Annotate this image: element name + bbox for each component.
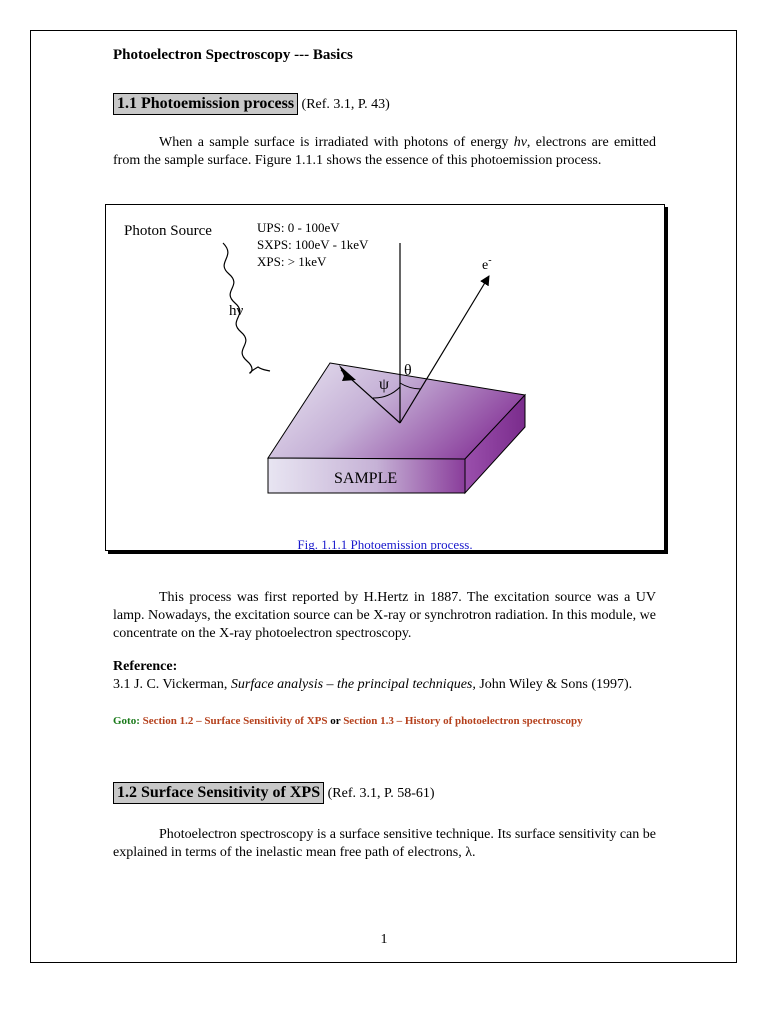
goto-label: Goto: [113,715,140,727]
reference-title: Reference: [113,659,178,674]
section-1-2-header [113,782,435,804]
document-title: Photoelectron Spectroscopy --- Basics [113,47,353,63]
section-reference: (Ref. 3.1, P. 43) [301,97,390,112]
section-heading: 1.2 Surface Sensitivity of XPS [113,782,324,804]
energy-range-ups: UPS: 0 - 100eV [257,220,340,235]
goto-or: or [330,715,341,727]
photon-label: hν [229,303,244,319]
reference-entry: 3.1 J. C. Vickerman, Surface analysis – the principal techniques, John Wiley & Sons (1997). [113,677,633,692]
intro-paragraph [113,134,656,170]
figure-photoemission [105,204,665,551]
photon-energy-symbol: hν [513,135,527,150]
book-title: Surface analysis – the principal techniques, [230,677,476,692]
sample-label: SAMPLE [334,470,398,487]
surface-sensitivity-paragraph: Photoelectron spectroscopy is a surface sensitive technique. Its surface sensitivity can be explained in terms of the inelastic mean free path of electrons, λ. [113,827,656,860]
energy-range-xps: XPS: > 1keV [257,254,327,269]
angle-psi: ψ [379,376,390,393]
electron-label: e- [482,255,492,273]
section-1-1-header [113,93,390,115]
angle-theta: θ [404,362,412,379]
page-number: 1 [380,932,388,947]
figure-caption: Fig. 1.1.1 Photoemission process. [297,537,473,550]
section-reference: (Ref. 3.1, P. 58-61) [327,786,435,801]
photoemission-diagram [106,205,664,550]
section-heading: 1.1 Photoemission process [113,93,298,115]
goto-navigation [113,715,583,727]
para-text: , electrons are emitted from the sample surface. Figure 1.1.1 shows the essence of this photoemission process. [113,135,656,168]
photon-source-label: Photon Source [124,223,212,239]
energy-range-sxps: SXPS: 100eV - 1keV [257,237,369,252]
history-paragraph: This process was first reported by H.Hertz in 1887. The excitation source was a UV lamp. Nowadays, the excitation source can be X-ray or synchrotron radiation. In this module, we concentrate on the X-ray photoelectron spectroscopy. [113,590,656,641]
link-section-1-2[interactable]: Section 1.2 – Surface Sensitivity of XPS [142,715,328,727]
link-section-1-3[interactable]: Section 1.3 – History of photoelectron spectroscopy [343,715,583,727]
para-text: When a sample surface is irradiated with photons of energy [159,135,514,150]
